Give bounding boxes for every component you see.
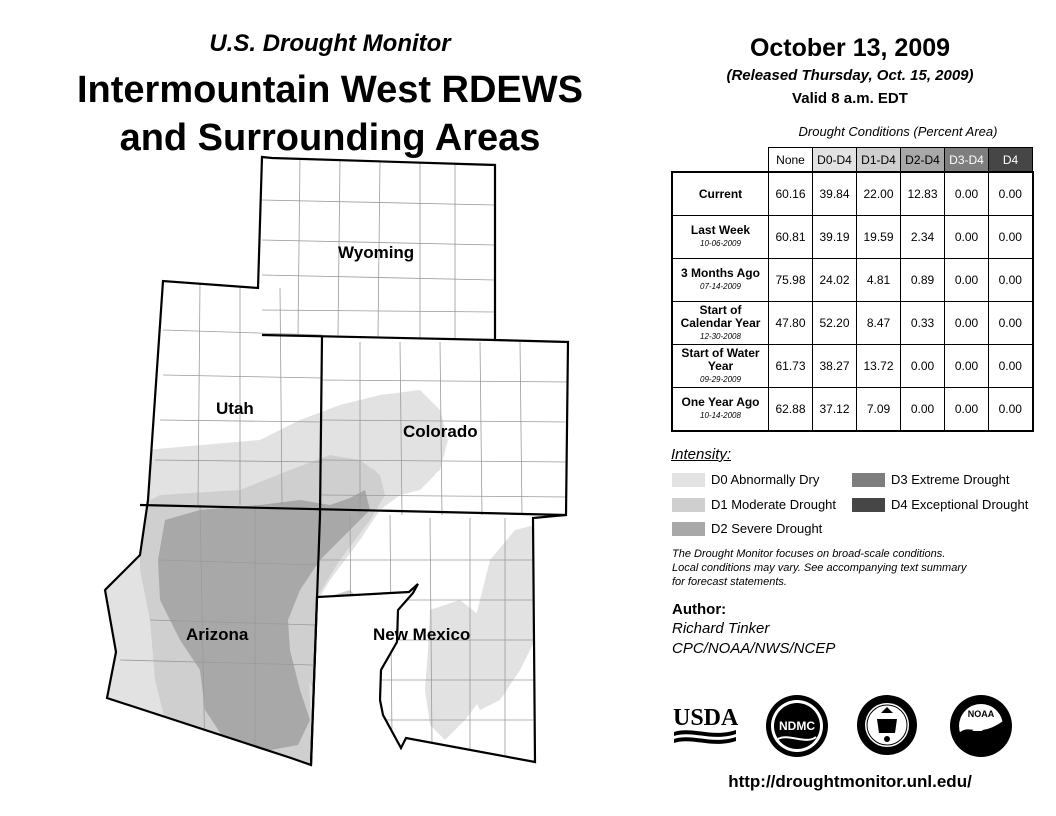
table-cell: 24.02 [813, 259, 857, 302]
table-cell: 0.00 [989, 302, 1033, 345]
table-cell: 47.80 [769, 302, 813, 345]
state-label-new-mexico: New Mexico [373, 625, 471, 644]
table-cell: 62.88 [769, 388, 813, 432]
row-label [672, 216, 769, 259]
table-cell: 0.89 [901, 259, 945, 302]
state-label-wyoming: Wyoming [338, 243, 415, 262]
table-cell: 0.00 [989, 259, 1033, 302]
row-date: 09-29-2009 [700, 374, 741, 384]
table-row [672, 345, 1033, 388]
legend-swatch [852, 473, 885, 487]
noaa-logo [948, 693, 1014, 759]
author-label: Author: [672, 601, 727, 618]
svg-text:NDMC: NDMC [779, 719, 815, 733]
column-header: D2-D4 [901, 148, 945, 173]
map-title-line2: and Surrounding Areas [119, 117, 541, 159]
table-cell: 2.34 [901, 216, 945, 259]
svg-text:USDA: USDA [673, 705, 738, 731]
row-label [672, 345, 769, 388]
table-cell: 0.00 [945, 302, 989, 345]
table-cell: 38.27 [813, 345, 857, 388]
table-cell: 12.83 [901, 172, 945, 216]
usda-logo [672, 700, 738, 748]
note-line: for forecast statements. [672, 576, 787, 588]
column-header: D0-D4 [813, 148, 857, 173]
note-line: The Drought Monitor focuses on broad-scale conditions. [672, 548, 946, 560]
legend-label: D2 Severe Drought [711, 521, 823, 536]
table-cell: 4.81 [857, 259, 901, 302]
table-cell: 8.47 [857, 302, 901, 345]
table-cell: 0.00 [945, 259, 989, 302]
legend-title: Intensity: [671, 446, 732, 463]
table-cell: 19.59 [857, 216, 901, 259]
row-date: 07-14-2009 [700, 282, 741, 291]
table-row [672, 172, 1033, 216]
row-label-text: One Year Ago [681, 395, 760, 409]
column-header: None [769, 148, 813, 173]
table-cell: 22.00 [857, 172, 901, 216]
table-cell: 52.20 [813, 302, 857, 345]
legend-label: D3 Extreme Drought [891, 472, 1010, 487]
state-label-utah: Utah [216, 399, 254, 418]
drought-conditions-table [671, 147, 1034, 432]
table-cell: 7.09 [857, 388, 901, 432]
row-label [672, 172, 769, 216]
legend-label: D1 Moderate Drought [711, 497, 837, 512]
legend-swatch [672, 522, 705, 536]
table-corner [672, 148, 769, 173]
table-cell: 60.81 [769, 216, 813, 259]
table-cell: 0.00 [901, 345, 945, 388]
ndmc-logo [764, 693, 830, 759]
table-cell: 39.19 [813, 216, 857, 259]
row-label-text: 3 Months Ago [681, 266, 760, 280]
table-row [672, 388, 1033, 432]
table-cell: 0.00 [945, 345, 989, 388]
state-label-arizona: Arizona [186, 625, 249, 644]
map-subtitle: U.S. Drought Monitor [209, 30, 451, 57]
table-row [672, 259, 1033, 302]
row-date: 12-30-2008 [700, 331, 741, 341]
row-date: 10-14-2008 [700, 411, 741, 420]
map-title [20, 66, 640, 162]
table-cell: 37.12 [813, 388, 857, 432]
legend-swatch [672, 498, 705, 512]
map-title-line1: Intermountain West RDEWS [77, 69, 583, 111]
author-org: CPC/NOAA/NWS/NCEP [672, 640, 836, 657]
state-label-colorado: Colorado [403, 422, 478, 441]
row-label [672, 388, 769, 432]
row-label-text: Start of Water Year [681, 345, 760, 373]
table-caption: Drought Conditions (Percent Area) [798, 124, 998, 139]
disclaimer-note [672, 547, 1032, 589]
table-cell: 75.98 [769, 259, 813, 302]
table-cell: 0.00 [989, 388, 1033, 432]
row-label [672, 302, 769, 345]
legend-item-d1 [672, 497, 836, 512]
legend-label: D0 Abnormally Dry [711, 472, 820, 487]
column-header: D1-D4 [857, 148, 901, 173]
table-cell: 0.00 [945, 388, 989, 432]
svg-text:NOAA: NOAA [967, 709, 995, 719]
table-cell: 0.00 [989, 345, 1033, 388]
legend-swatch [672, 473, 705, 487]
website-url[interactable]: http://droughtmonitor.unl.edu/ [728, 772, 972, 791]
legend-swatch [852, 498, 885, 512]
column-header: D4 [989, 148, 1033, 173]
row-label [672, 259, 769, 302]
legend-item-d3 [852, 472, 1010, 487]
column-header: D3-D4 [945, 148, 989, 173]
table-cell: 0.00 [989, 172, 1033, 216]
legend-label: D4 Exceptional Drought [891, 497, 1029, 512]
table-row [672, 302, 1033, 345]
author-name: Richard Tinker [672, 620, 770, 637]
table-cell: 0.33 [901, 302, 945, 345]
release-date: October 13, 2009 [749, 34, 951, 62]
table-cell: 60.16 [769, 172, 813, 216]
row-date: 10-06-2009 [700, 239, 741, 248]
legend-item-d0 [672, 472, 819, 487]
note-line: Local conditions may vary. See accompanying text summary [672, 562, 967, 574]
table-cell: 0.00 [945, 172, 989, 216]
table-cell: 39.84 [813, 172, 857, 216]
table-cell: 0.00 [901, 388, 945, 432]
row-label-text: Start of Calendar Year [680, 302, 761, 330]
released-note: (Released Thursday, Oct. 15, 2009) [726, 67, 974, 84]
row-label-text: Current [698, 186, 743, 201]
table-cell: 61.73 [769, 345, 813, 388]
valid-time: Valid 8 a.m. EDT [792, 90, 908, 107]
legend-item-d2 [672, 521, 822, 536]
row-label-text: Last Week [690, 223, 751, 237]
table-cell: 0.00 [989, 216, 1033, 259]
table-cell: 0.00 [945, 216, 989, 259]
legend-item-d4 [852, 497, 1028, 512]
table-cell: 13.72 [857, 345, 901, 388]
table-row [672, 216, 1033, 259]
dept-commerce-seal-icon [855, 693, 919, 757]
